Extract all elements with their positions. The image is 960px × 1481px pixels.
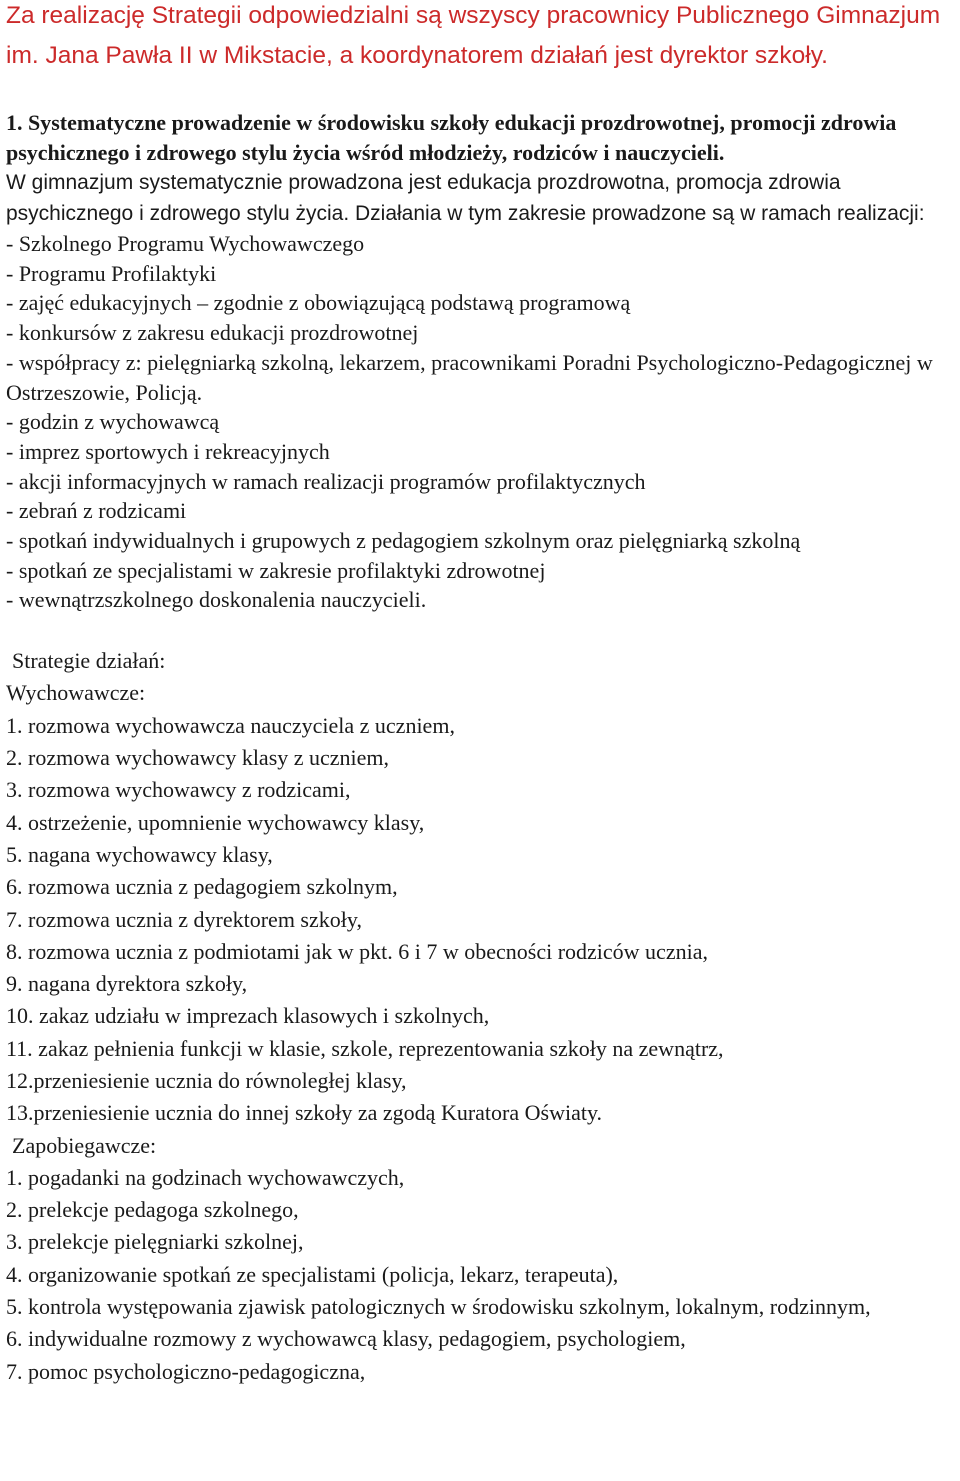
list-item: 7. pomoc psychologiczno-pedagogiczna,	[6, 1358, 366, 1384]
list-item: 1. pogadanki na godzinach wychowawczych,	[6, 1164, 405, 1190]
strategies-section	[6, 645, 956, 1129]
list-item: 4. ostrzeżenie, upomnienie wychowawcy klasy,	[6, 809, 425, 835]
list-item: 1. rozmowa wychowawcza nauczyciela z uczniem,	[6, 712, 455, 738]
list-item: 2. rozmowa wychowawcy klasy z uczniem,	[6, 745, 390, 771]
list-item: 4. organizowanie spotkań ze specjalistami (policja, lekarz, terapeuta),	[6, 1261, 619, 1287]
list-item: 3. rozmowa wychowawcy z rodzicami,	[6, 777, 351, 803]
list-item: - spotkań ze specjalistami w zakresie profilaktyki zdrowotnej	[6, 557, 546, 583]
list-item: - imprez sportowych i rekreacyjnych	[6, 438, 330, 464]
list-item: - wewnątrzszkolnego doskonalenia nauczycieli.	[6, 587, 427, 613]
list-item: - godzin z wychowawcą	[6, 409, 220, 435]
list-item: - konkursów z zakresu edukacji prozdrowotnej	[6, 320, 419, 346]
list-item: - akcji informacyjnych w ramach realizacji programów profilaktycznych	[6, 468, 646, 494]
list-item: 10. zakaz udziału w imprezach klasowych i szkolnych,	[6, 1003, 490, 1029]
list-item: 5. nagana wychowawcy klasy,	[6, 841, 273, 867]
strategies-title: Strategie działań:	[12, 648, 166, 674]
list-item: 3. prelekcje pielęgniarki szkolnej,	[6, 1229, 304, 1255]
list-item: - zajęć edukacyjnych – zgodnie z obowiązującą podstawą programową	[6, 290, 631, 316]
list-item: 2. prelekcje pedagoga szkolnego,	[6, 1197, 299, 1223]
list-item: 5. kontrola występowania zjawisk patologicznych w środowisku szkolnym, lokalnym, rodzinnym,	[6, 1294, 871, 1320]
list-item: 8. rozmowa ucznia z podmiotami jak w pkt. 6 i 7 w obecności rodziców ucznia,	[6, 938, 708, 964]
description-text: W gimnazjum systematycznie prowadzona jest edukacja prozdrowotna, promocja zdrowia psychicznego i zdrowego stylu życia. Działania w tym zakresie prowadzone są w ramach realizacji:	[6, 171, 925, 225]
list-item: - Programu Profilaktyki	[6, 260, 217, 286]
preventive-section	[6, 1130, 956, 1388]
list-item: 6. rozmowa ucznia z pedagogiem szkolnym,	[6, 874, 398, 900]
preventive-title: Zapobiegawcze:	[12, 1132, 157, 1158]
list-item: 12.przeniesienie ucznia do równoległej klasy,	[6, 1068, 407, 1093]
description-paragraph	[6, 168, 956, 229]
activities-list	[6, 229, 956, 615]
list-item: 7. rozmowa ucznia z dyrektorem szkoły,	[6, 906, 362, 932]
list-item: - zebrań z rodzicami	[6, 498, 187, 524]
educational-title: Wychowawcze:	[6, 680, 146, 706]
list-item: 13.przeniesienie ucznia do innej szkoły za zgodą Kuratora Oświaty.	[6, 1100, 603, 1126]
list-item: - Szkolnego Programu Wychowawczego	[6, 231, 365, 256]
list-item: 6. indywidualne rozmowy z wychowawcą klasy, pedagogiem, psychologiem,	[6, 1326, 686, 1352]
intro-paragraph: Za realizację Strategii odpowiedzialni są wszyscy pracownicy Publicznego Gimnazjum im. Jana Pawła II w Mikstacie, a koordynatorem działań jest dyrektor szkoły.	[6, 2, 941, 69]
list-item: - spotkań indywidualnych i grupowych z pedagogiem szkolnym oraz pielęgniarką szkolną	[6, 528, 801, 554]
section-heading: 1. Systematyczne prowadzenie w środowisku szkoły edukacji prozdrowotnej, promocji zdrowia psychicznego i zdrowego stylu życia wśród młodzieży, rodziców i nauczycieli.	[6, 110, 897, 165]
list-item: 11. zakaz pełnienia funkcji w klasie, szkole, reprezentowania szkoły na zewnątrz,	[6, 1035, 724, 1061]
list-item: 9. nagana dyrektora szkoły,	[6, 971, 248, 997]
list-item: - współpracy z: pielęgniarką szkolną, lekarzem, pracownikami Poradni Psychologiczno-Pedagogicznej w Ostrzeszowie, Policją.	[6, 349, 933, 405]
document-page	[6, 0, 956, 1388]
